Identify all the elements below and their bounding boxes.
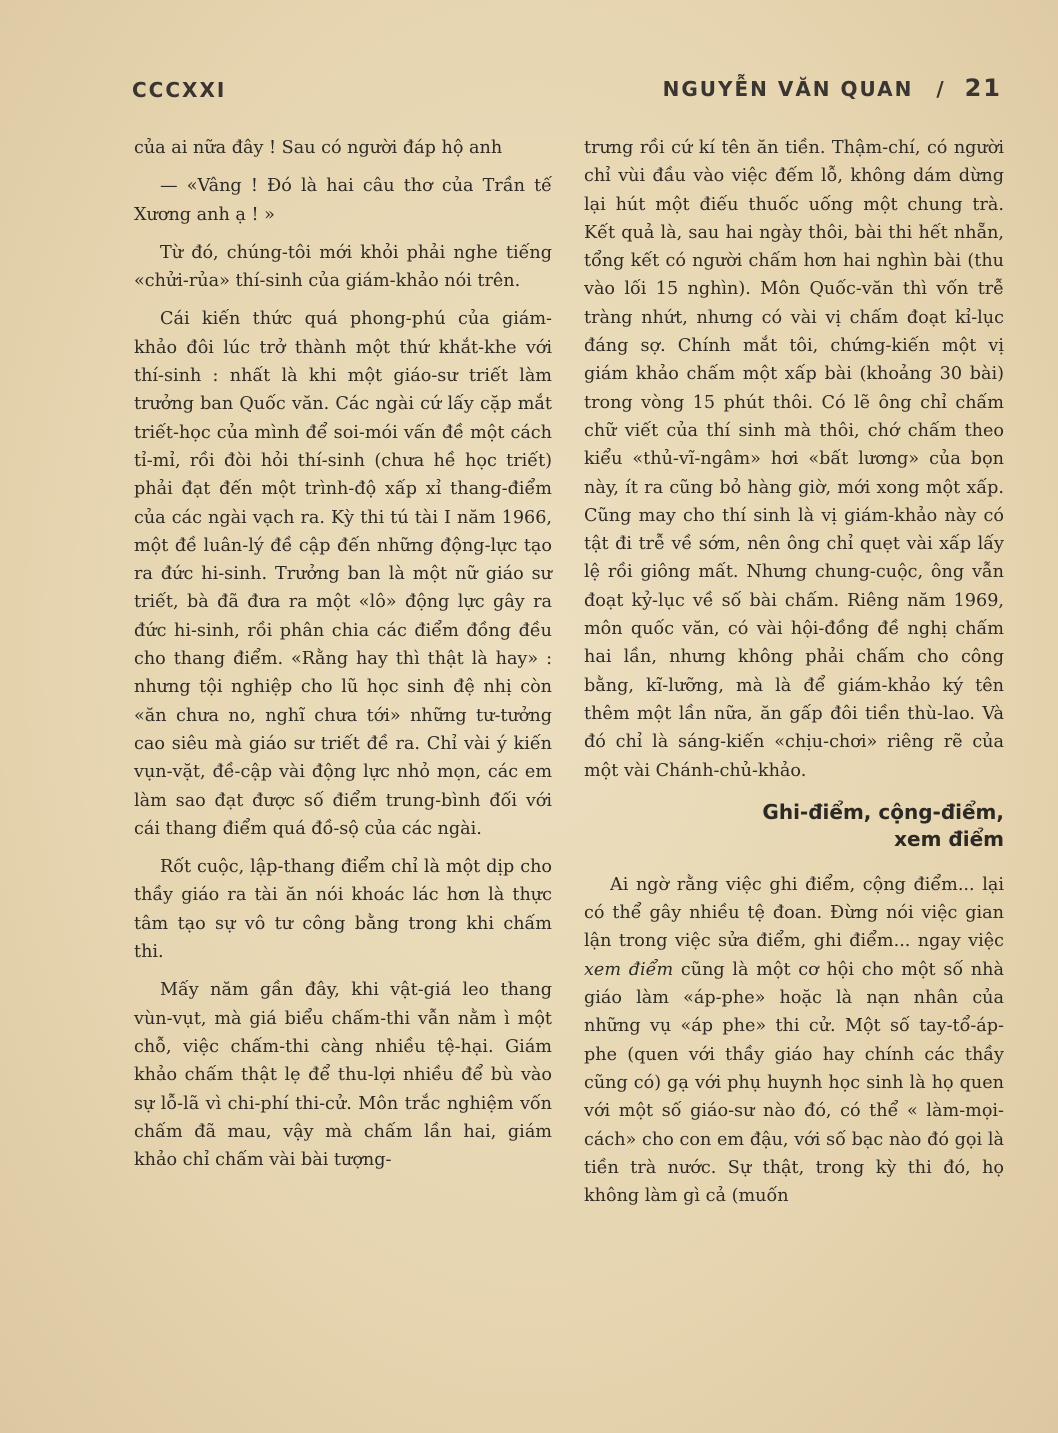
page-number: 21 (964, 74, 1002, 102)
paragraph: của ai nữa đây ! Sau có người đáp hộ anh (134, 138, 503, 158)
section-heading-line: Ghi-điểm, cộng-điểm, (762, 799, 1004, 824)
header-section-number: CCCXXI (132, 78, 227, 102)
header-author-and-page (663, 74, 1002, 102)
paragraph: Rốt cuộc, lập-thang điểm chỉ là một dịp cho thầy giáo ra tài ăn nói khoác lác hơn là thực tâm tạo sự vô tư công bằng trong khi chấm thi. (134, 857, 552, 963)
italic-term: xem điểm (584, 959, 674, 980)
paragraph: Cái kiến thức quá phong-phú của giám-khảo đôi lúc trở thành một thứ khắt-khe với thí-sinh : nhất là khi một giáo-sư triết làm trưởng ban Quốc văn. Các ngài cứ lấy cặp mắt triết-học của mình để soi-mói vấn đề một cách tỉ-mỉ, rồi đòi hỏi thí-sinh (chưa hề học triết) phải đạt đến một trình-độ xấp xỉ thang-điểm của các ngài vạch ra. Kỳ thi tú tài I năm 1966, một đề luân-lý đề cập đến những động-lực tạo ra đức hi-sinh. Trưởng ban là một nữ giáo sư triết, bà đã đưa ra một «lô» động lực gây ra đức hi-sinh, rồi phân chia các điểm đồng đều cho thang điểm. «Rằng hay thì thật là hay» : nhưng tội nghiệp cho lũ học sinh đệ nhị còn «ăn chưa no, nghĩ chưa tới» những tư-tưởng cao siêu mà giáo sư triết đề ra. Chỉ vài ý kiến vụn-vặt, đề-cập vài động lực nhỏ mọn, các em làm sao đạt được số điểm trung-bình đối với cái thang điểm quá đồ-sộ của các ngài. (134, 309, 552, 839)
paragraph-text: cũng là một cơ hội cho một số nhà giáo làm «áp-phe» hoặc là nạn nhân của những vụ «áp phe» thi cử. Một số tay-tổ-áp-phe (quen với thầy giáo hay chính các thầy cũng có) gạ với phụ huynh học sinh là họ quen với một số giáo-sư nào đó, có thể « làm-mọi-cách» cho con em đậu, với số bạc nào đó gọi là tiền trà nước. Sự thật, trong kỳ thi đó, họ không làm gì cả (muốn (584, 959, 1005, 1207)
paragraph: Từ đó, chúng-tôi mới khỏi phải nghe tiếng «chửi-rủa» thí-sinh của giám-khảo nói trên. (134, 242, 552, 292)
right-column (584, 134, 1004, 1210)
paragraph: trưng rồi cứ kí tên ăn tiền. Thậm-chí, có người chỉ vùi đầu vào việc đếm lỗ, không dám dừng lại hút một điếu thuốc uống một chung trà. Kết quả là, sau hai ngày thôi, bài thi hết nhẵn, tổng kết có người chấm hơn hai nghìn bài (thu vào lối 15 nghìn). Môn Quốc-văn thì vốn trễ tràng nhứt, nhưng có vài vị chấm đoạt kỉ-lục đáng sợ. Chính mắt tôi, chứng-kiến một vị giám khảo chấm một xấp bài (khoảng 30 bài) trong vòng 15 phút thôi. Có lẽ ông chỉ chấm chữ viết của thí sinh mà thôi, chớ chấm theo kiểu «thủ-vĩ-ngâm» hơi «bất lương» của bọn này, ít ra cũng bỏ hàng giờ, mới xong một xấp. Cũng may cho thí sinh là vị giám-khảo này có tật đi trễ về sớm, nên ông chỉ quẹt vài xấp lấy lệ rồi giông mất. Nhưng chung-cuộc, ông vẫn đoạt kỷ-lục về số bài chấm. Riêng năm 1969, môn quốc văn, có vài hội-đồng đề nghị chấm hai lần, nhưng không phải chấm cho công bằng, kĩ-lưỡng, mà là để giám-khảo ký tên thêm một lần nữa, ăn gấp đôi tiền thù-lao. Và đó chỉ là sáng-kiến «chịu-chơi» riêng rẽ của một vài Chánh-chủ-khảo. (584, 138, 1004, 781)
header-separator: / (936, 77, 946, 101)
paragraph (584, 871, 1004, 1211)
header-author-name: NGUYỄN VĂN QUAN (662, 77, 914, 101)
paragraph-text: Ai ngờ rằng việc ghi điểm, cộng điểm... lại có thể gây nhiều tệ đoan. Đừng nói việc gian lận trong việc sửa điểm, ghi điểm... ngay việc (584, 874, 1004, 952)
paragraph: — «Vâng ! Đó là hai câu thơ của Trần tế Xương anh ạ ! » (134, 176, 552, 225)
section-heading-line: xem điểm (894, 826, 1004, 851)
running-header (132, 70, 1002, 104)
left-column (134, 134, 552, 1174)
paragraph: Mấy năm gần đây, khi vật-giá leo thang vùn-vụt, mà giá biểu chấm-thi vẫn nằm ì một chỗ, việc chấm-thi càng nhiều tệ-hại. Giám khảo chấm thật lẹ để thu-lợi nhiều để bù vào sự lỗ-lã vì chi-phí thi-cử. Môn trắc nghiệm vốn chấm đã mau, vậy mà chấm lần hai, giám khảo chỉ chấm vài bài tượng- (134, 980, 552, 1171)
section-heading (584, 799, 1004, 853)
